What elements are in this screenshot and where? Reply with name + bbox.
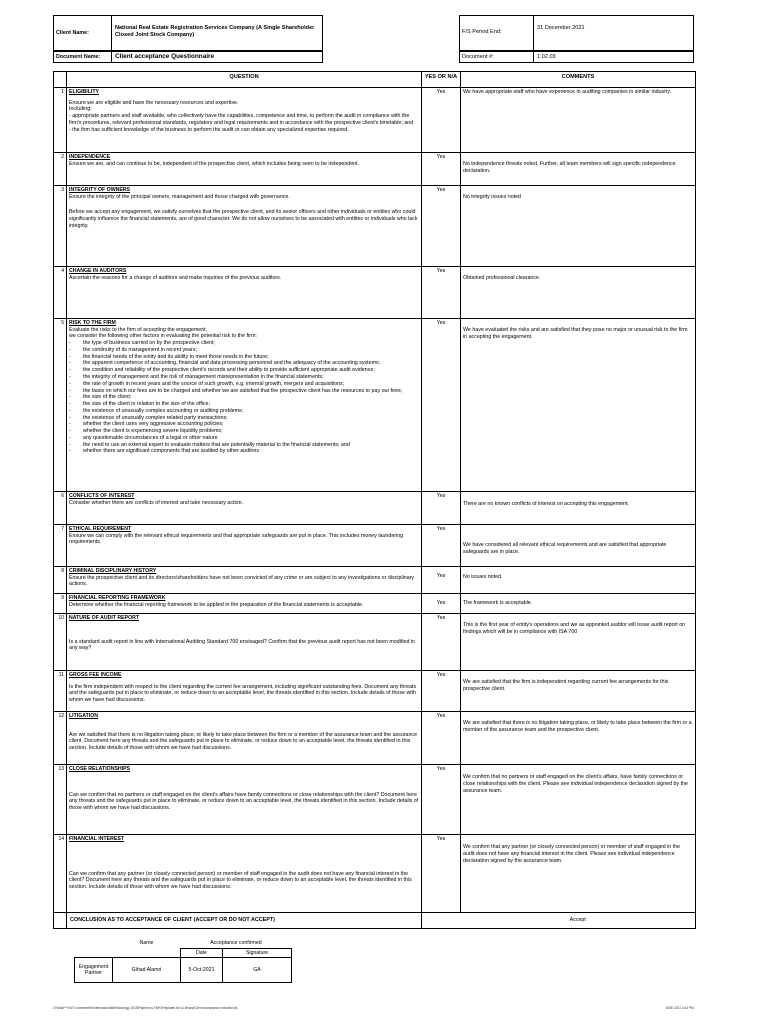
table-row <box>54 319 696 492</box>
question-title: RISK TO THE FIRM <box>69 320 116 326</box>
question-text: - appropriate partners and staff available, who collectively have the capabilities, competence and time, to perform the audit in compliance with the firm's procedures, relevant professional standards, regulatory and legal requirements and in accordance with the prospective client's timetable; and <box>69 113 414 126</box>
answer-cell: Yes <box>422 835 461 913</box>
signoff-acceptance-header: Acceptance confirmed <box>181 939 292 948</box>
list-item: - whether the client uses very aggressive accounting policies; <box>69 421 224 428</box>
question-title: CHANGE IN AUDITORS <box>69 268 127 274</box>
question-cell <box>67 567 422 594</box>
question-cell <box>67 186 422 267</box>
question-cell <box>67 712 422 765</box>
signoff-signature: GA <box>223 958 292 983</box>
row-number: 2 <box>54 153 67 186</box>
question-cell <box>67 614 422 671</box>
question-text: Evaluate the risks to the firm of accepting the engagement. <box>69 326 208 333</box>
question-title: CONFLICTS OF INTEREST <box>69 493 135 499</box>
question-text: Ascertain the reasons for a change of auditors and make inquiries of the previous auditors. <box>69 274 282 281</box>
footer-timestamp: 8/25/ 2021 3:14 PM <box>666 1006 694 1010</box>
conclusion-label: CONCLUSION AS TO ACCEPTANCE OF CLIENT (ACCEPT OR DO NOT ACCEPT) <box>67 913 422 929</box>
period-end-value: 31 December 2021 <box>537 25 585 31</box>
table-row <box>54 765 696 835</box>
answer-cell: Yes <box>422 153 461 186</box>
question-text: we consider the following other factors in evaluating the potential risk to the firm: <box>69 333 257 340</box>
comment-cell: We have considered all relevant ethical requirements and are satisfied that appropriate safeguards are in place. <box>461 525 696 567</box>
signoff-row <box>75 958 292 983</box>
document-number-label: Document #: <box>462 54 494 60</box>
answer-cell: Yes <box>422 671 461 712</box>
question-title: CLOSE RELATIONSHIPS <box>69 766 131 772</box>
footer-file-path: O:\Mas\***LNT\ commerelle\International\Methodology 2018\Papers by Title\Templates for v1 library\Client acceptance checklist.xls <box>53 1006 238 1010</box>
row-number: 8 <box>54 567 67 594</box>
document-name-value: Client acceptance Questionnaire <box>115 53 215 60</box>
question-title: FINANCIAL INTEREST <box>69 836 124 842</box>
row-number: 11 <box>54 671 67 712</box>
question-text: Is the firm independent with respect to the client regarding the current fee arrangement, including significant outstanding fees. Document any threats and the safeguards put in place to eliminate, or reduce down to an acceptable level, the threats identified in this section. Include details of those with whom we have had discussions. <box>69 683 417 704</box>
question-text: Ensure we can comply with the relevant ethical requirements and that appropriate safeguards are put in place. This includes money laundering requirements. <box>69 532 404 546</box>
list-item: - the financial needs of the entity and its ability to meet those needs in the future; <box>69 353 269 360</box>
table-row <box>54 712 696 765</box>
table-row <box>54 186 696 267</box>
list-item: - any questionable circumstances of a legal or other nature <box>69 434 218 441</box>
question-text: Ensure the integrity of the principal owners, management and those charged with governance. <box>69 193 290 200</box>
answer-cell: Yes <box>422 88 461 153</box>
signoff-date: 5-Oct-2021 <box>181 958 223 983</box>
question-text: Consider whether there are conflicts of interest and take necessary action. <box>69 499 244 506</box>
signoff-empty <box>113 948 181 958</box>
list-item: - the size of the client in relation to the size of the office; <box>69 401 211 408</box>
table-row <box>54 614 696 671</box>
signoff-subheader-row <box>75 948 292 958</box>
comment-cell: No integrity issues noted <box>461 186 696 267</box>
list-item: - the type of business carried on by the prospective client; <box>69 340 215 347</box>
row-number: 12 <box>54 712 67 765</box>
question-column-header: QUESTION <box>67 72 422 88</box>
question-text: Determine whether the financial reporting framework to be applied in the preparation of the financial statements is acceptable. <box>69 601 364 608</box>
list-item: - the condition and reliability of the prospective client's records and their ability to provide sufficient appropriate audit evidence; <box>69 367 375 374</box>
row-number: 1 <box>54 88 67 153</box>
question-title: LITIGATION <box>69 713 99 719</box>
question-title: ETHICAL REQUIREMENT <box>69 526 132 532</box>
question-cell <box>67 594 422 614</box>
table-header-row <box>54 72 696 88</box>
document-number-value: 1.02.03 <box>537 54 556 60</box>
answer-cell: Yes <box>422 712 461 765</box>
document-name-label: Document Name: <box>56 54 101 60</box>
question-text: Ensure the prospective client and its directors/shareholders have not been convicted of any crime or are subject to any investigations or disciplinary actions. <box>69 574 415 588</box>
num-column-header <box>54 72 67 88</box>
comment-cell: The framework is acceptable. <box>461 594 696 614</box>
list-item: - the existence of unusually complex accounting or auditing problems; <box>69 407 244 414</box>
client-name-label: Client Name: <box>56 30 89 36</box>
client-name-value: National Real Estate Registration Services Company (A Single Shareholder Closed Joint Stock Company) <box>115 25 315 39</box>
list-item: - the rate of growth in recent years and the source of such growth, e.g. internal growth, mergers and acquisitions; <box>69 380 345 387</box>
question-title: CRIMINAL DISCIPLINARY HISTORY <box>69 568 157 574</box>
row-number: 3 <box>54 186 67 267</box>
answer-cell: Yes <box>422 186 461 267</box>
comment-cell: We confirm that no partners or staff engaged on the client's affairs, have family connections or close relationships with the client. Please see individual independence declaration signed by the assurance team. <box>461 765 696 835</box>
signoff-empty <box>75 948 113 958</box>
list-item: - whether the client is experiencing severe liquidity problems; <box>69 428 223 435</box>
table-row <box>54 594 696 614</box>
question-title: NATURE OF AUDIT REPORT <box>69 615 140 621</box>
answer-cell: Yes <box>422 319 461 492</box>
signoff-date-header: Date <box>181 948 223 958</box>
list-item: - the apparent competence of accounting, financial and data processing personnel and the adequacy of the accounting systems; <box>69 360 381 367</box>
comment-cell: We have appropriate staff who have experience in auditing companies in similar industry. <box>461 88 696 153</box>
signoff-signature-header: Signature <box>223 948 292 958</box>
question-cell <box>67 267 422 319</box>
comment-cell: This is the first year of entity's operations and we as appointed auditor will issue audit report on findings which will be in compliance with ISA 700 <box>461 614 696 671</box>
question-title: ELIGIBILITY <box>69 89 99 95</box>
question-cell <box>67 153 422 186</box>
question-title: FINANCIAL REPORTING FRAMEWORK <box>69 595 166 601</box>
list-item: - the integrity of management and the risk of management misrepresentation in the financial statements; <box>69 374 324 381</box>
answer-cell: Yes <box>422 614 461 671</box>
row-number: 7 <box>54 525 67 567</box>
question-text: Is a standard audit report in line with International Auditing Standard 700 envisaged? Confirm that the previous audit report has not been modified in any way? <box>69 638 415 652</box>
row-number: 14 <box>54 835 67 913</box>
question-title: INDEPENDENCE <box>69 154 111 160</box>
row-number: 6 <box>54 492 67 525</box>
comment-cell: We are satisfied that there is no litigation taking place, or likely to take place between the firm or a member of the assurance team and the prospective client. <box>461 712 696 765</box>
comment-cell: No issues noted. <box>461 567 696 594</box>
answer-cell: Yes <box>422 567 461 594</box>
question-text: Are we satisfied that there is no litigation taking place, or likely to take place between the firm or a member of the assurance team and the assurance client. Document here any threats and the safeguards put in place to eliminate, or reduce down to an acceptable level, the threats identified in this section. Include details of those with whom we have had discussions. <box>69 731 418 752</box>
list-item: - the basis on which our fees are to be charged and whether we are satisfied that the prospective client has the resources to pay our fees; <box>69 387 403 394</box>
row-number: 13 <box>54 765 67 835</box>
conclusion-spacer <box>422 913 461 929</box>
question-cell <box>67 525 422 567</box>
list-item: - whether there are significant components that are audited by other auditors <box>69 448 260 455</box>
question-cell <box>67 319 422 492</box>
table-row <box>54 153 696 186</box>
question-text: - the firm has sufficient knowledge of the business to perform the audit or can obtain any specialized expertise required. <box>69 126 349 133</box>
question-title: INTEGRITY OF OWNERS <box>69 187 131 193</box>
table-row <box>54 267 696 319</box>
row-number: 4 <box>54 267 67 319</box>
question-text: Before we accept any engagement, we satisfy ourselves that the prospective client, and its senior officers and other individuals or entities who could significantly influence the financial statements, are of good character. We do not allow ourselves to be associated with entities or individuals who lack integrity. <box>69 209 418 229</box>
period-end-label: F/S Period End: <box>462 29 502 35</box>
answer-cell: Yes <box>422 492 461 525</box>
list-item: - the need to use an external expert to evaluate matters that are potentially material to the financial statements; and <box>69 441 350 448</box>
table-row <box>54 567 696 594</box>
answer-cell: Yes <box>422 525 461 567</box>
answer-cell: Yes <box>422 267 461 319</box>
table-row <box>54 671 696 712</box>
row-number: 10 <box>54 614 67 671</box>
list-item: - the existence of unusually complex related party transactions; <box>69 414 228 421</box>
answer-cell: Yes <box>422 765 461 835</box>
comment-cell: We confirm that any partner (or closely connected person) or member of staff engaged in the audit does not have any financial interest in the client. Please see individual independence declaration signed by the assurance team. <box>461 835 696 913</box>
list-item: - the continuity of its management in recent years; <box>69 346 197 353</box>
row-number: 9 <box>54 594 67 614</box>
comments-column-header: COMMENTS <box>461 72 696 88</box>
conclusion-value: Accept <box>461 913 696 929</box>
answer-cell: Yes <box>422 594 461 614</box>
signoff-empty <box>75 939 113 948</box>
signoff-name-header: Name <box>139 940 154 947</box>
table-row <box>54 88 696 153</box>
question-text: Can we confirm that no partners or staff engaged on the client's affairs have family connections or close relationships with the client? Document here any threats and the safeguards put in place to eliminate, or reduce down to an acceptable level, the threats identified in this section. Include details of those with whom we have had discussions. <box>69 791 419 812</box>
question-cell <box>67 671 422 712</box>
question-cell <box>67 835 422 913</box>
question-text: Including: <box>69 106 92 113</box>
signoff-role: Engagement Partner <box>75 958 113 983</box>
question-title: GROSS FEE INCOME <box>69 672 122 678</box>
comment-cell: We have evaluated the risks and are satisfied that they pose no major or unusual risk to the firm in accepting the engagement. <box>461 319 696 492</box>
question-text: Can we confirm that any partner (or closely connected person) or member of staff engaged in the audit does not have any financial interest in the client? Document here any threats and the safeguards put in place to eliminate, or reduce down to an acceptable level, the threats identified in this section. Include details of those with whom we have had discussions. <box>69 870 412 891</box>
signoff-header-row <box>75 939 292 948</box>
table-row <box>54 835 696 913</box>
comment-cell: We are satisfied that the firm is independent regarding current fee arrangements for this prospective client. <box>461 671 696 712</box>
table-row <box>54 525 696 567</box>
answer-column-header: YES OR N/A <box>422 72 461 88</box>
question-text: Ensure we are, and can continue to be, independent of the prospective client, which includes being seen to be independent. <box>69 160 360 167</box>
row-number: 5 <box>54 319 67 492</box>
question-text: Ensure we are eligible and have the necessary resources and expertise. <box>69 99 239 106</box>
conclusion-row <box>54 913 696 929</box>
question-cell <box>67 88 422 153</box>
comment-cell: No independence threats noted. Further, all team members will sign specific independence declaration. <box>461 153 696 186</box>
question-cell <box>67 492 422 525</box>
question-cell <box>67 765 422 835</box>
conclusion-spacer <box>54 913 67 929</box>
comment-cell: There are no known conflicts of interest on accepting this engagement. <box>461 492 696 525</box>
list-item: - the size of the client; <box>69 394 132 401</box>
signoff-table <box>74 939 292 983</box>
comment-cell: Obtained professional clearance. <box>461 267 696 319</box>
signoff-name: Gihad Alamri <box>113 958 181 983</box>
questionnaire-table <box>53 71 696 929</box>
table-row <box>54 492 696 525</box>
